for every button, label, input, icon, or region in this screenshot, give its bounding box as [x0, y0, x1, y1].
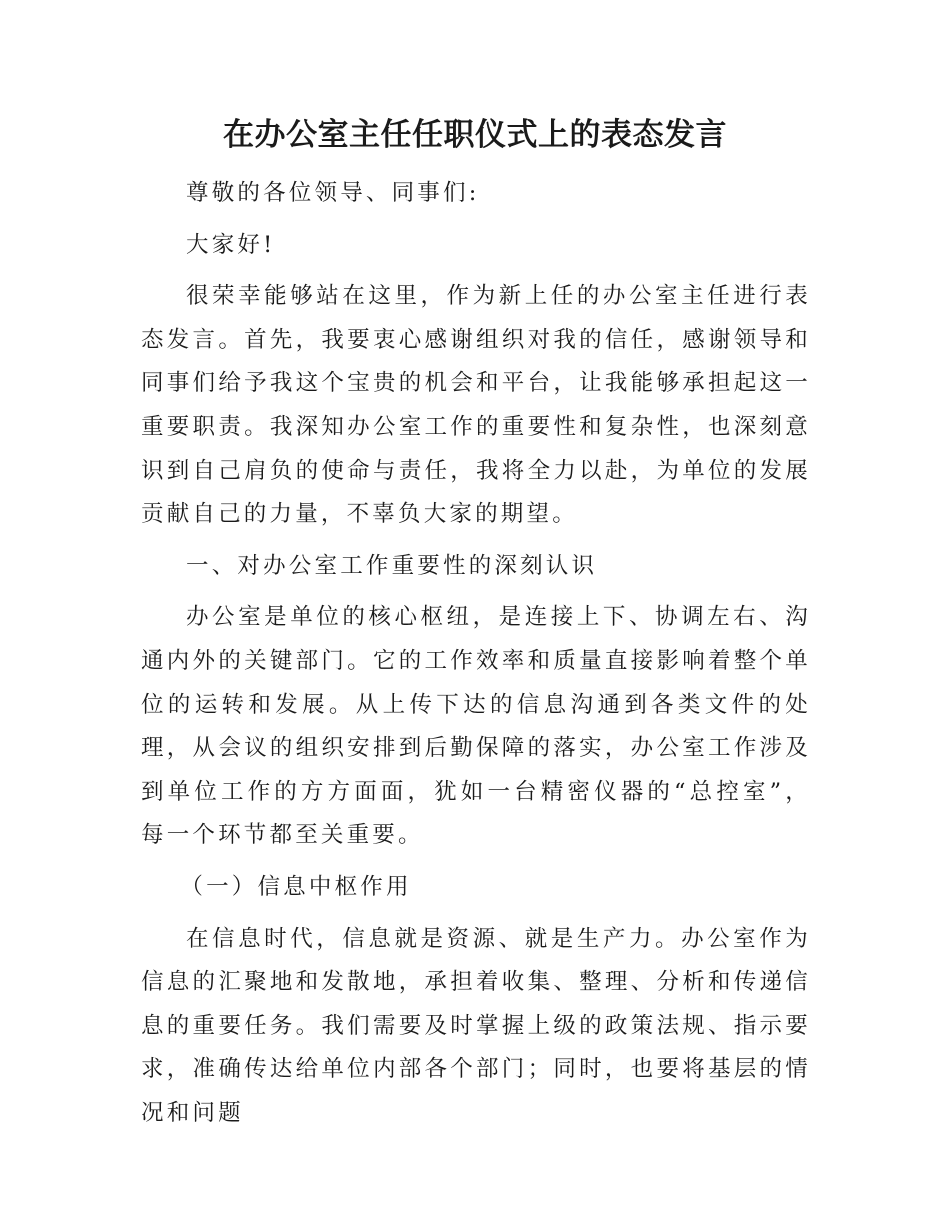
greeting: 大家好!: [186, 231, 276, 258]
paragraph-2: 在信息时代，信息就是资源、就是生产力。办公室作为信息的汇聚地和发散地，承担着收集、整理、分析和传递信息的重要任务。我们需要及时掌握上级的政策法规、指示要求，准确传达给单位内部各个部门；同时，也要将基层的情况和问题: [141, 925, 811, 1126]
section-heading-1: 一、对办公室工作重要性的深刻认识: [186, 552, 598, 579]
document-body: [141, 142, 811, 1135]
document-title: 在办公室主任任职仪式上的表态发言: [223, 117, 727, 153]
subsection-heading-1: （一）信息中枢作用: [180, 873, 412, 900]
paragraph-intro: 很荣幸能够站在这里，作为新上任的办公室主任进行表态发言。首先，我要衷心感谢组织对我的信任，感谢领导和同事们给予我这个宝贵的机会和平台，让我能够承担起这一重要职责。我深知办公室工作的重要性和复杂性，也深刻意识到自己肩负的使命与责任，我将全力以赴，为单位的发展贡献自己的力量，不辜负大家的期望。: [141, 283, 811, 528]
salutation: 尊敬的各位领导、同事们:: [186, 180, 480, 206]
paragraph-1: 办公室是单位的核心枢纽，是连接上下、协调左右、沟通内外的关键部门。它的工作效率和质量直接影响着整个单位的运转和发展。从上传下达的信息沟通到各类文件的处理，从会议的组织安排到后勤保障的落实，办公室工作涉及到单位工作的方方面面，犹如一台精密仪器的“总控室”，每一个环节都至关重要。: [141, 604, 811, 849]
